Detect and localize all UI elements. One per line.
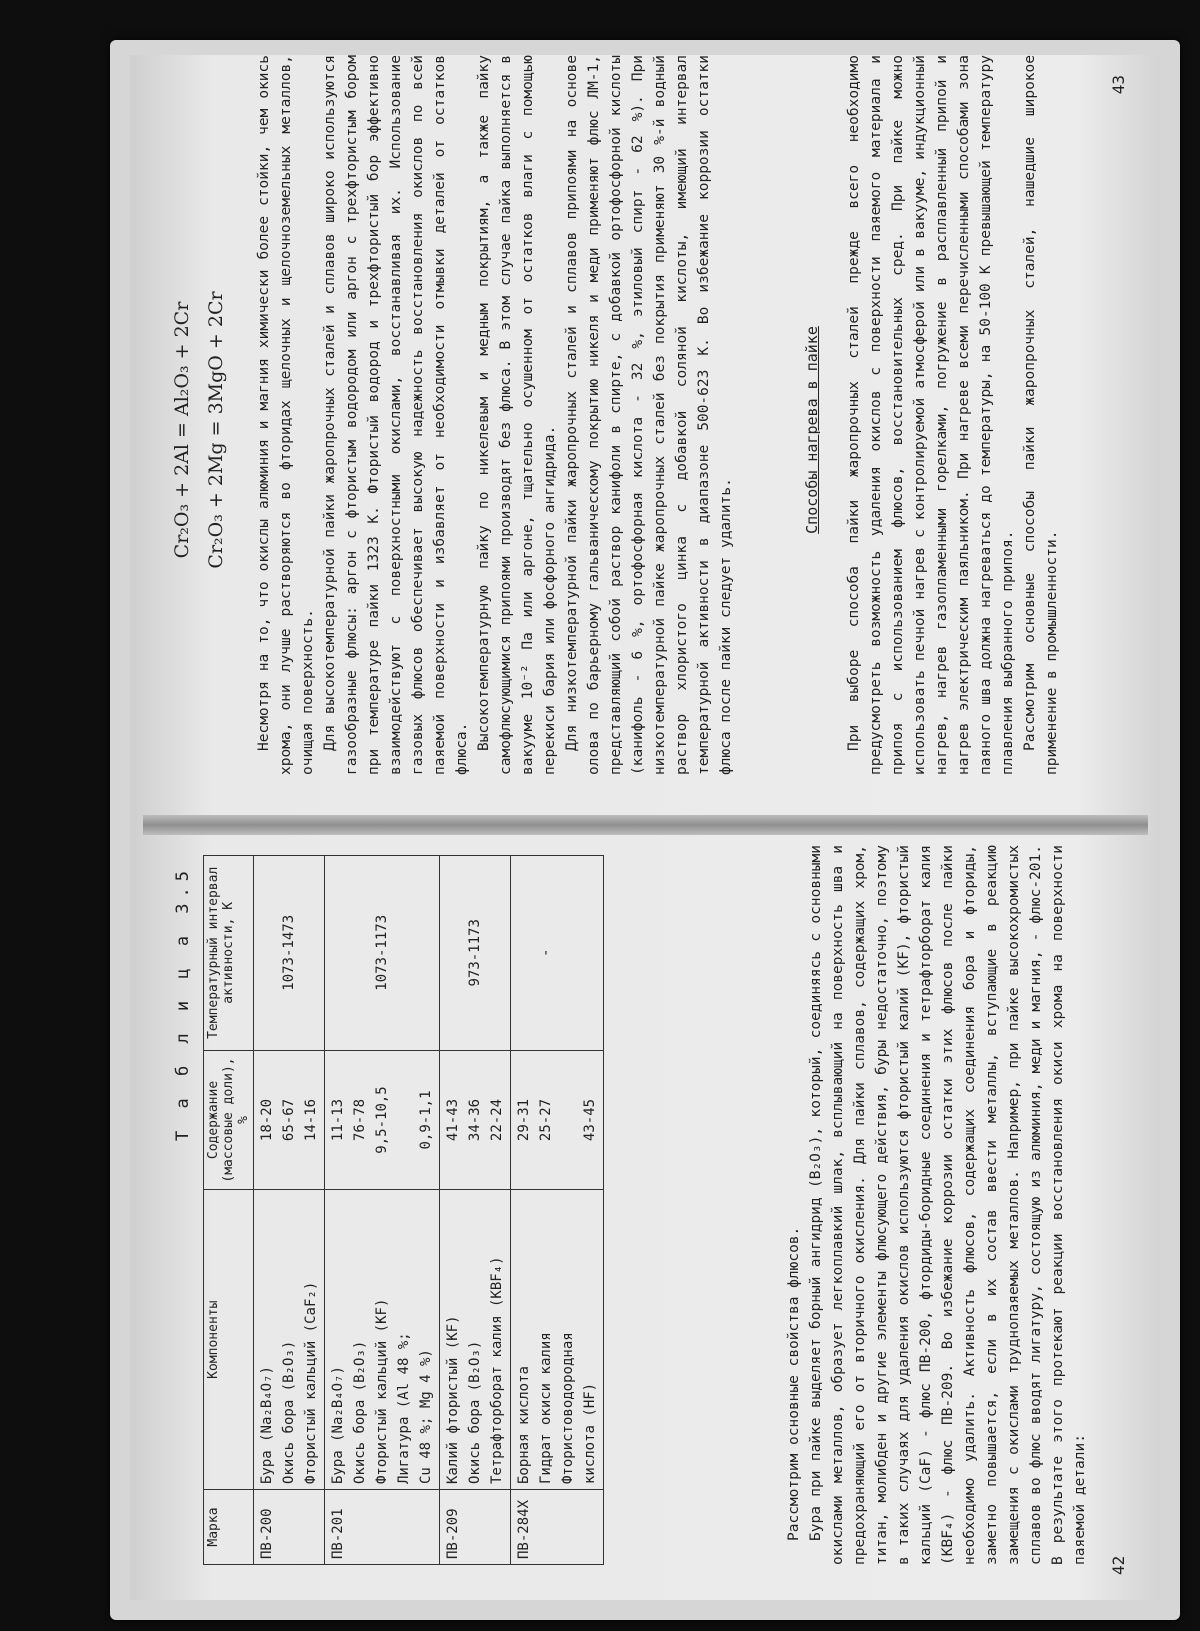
component-line: Борная кислота: [516, 1366, 532, 1485]
content-value: 76-78: [352, 1098, 368, 1142]
cell-brand: ПВ-209: [440, 1490, 511, 1565]
cell-components: [325, 1190, 440, 1490]
content-value: 34-36: [467, 1098, 483, 1142]
content-value: 9,5-10,5: [374, 1086, 390, 1154]
content-value: 11-13: [330, 1098, 346, 1142]
page-number: 43: [1109, 75, 1128, 95]
right-page-body: [253, 55, 737, 775]
page-number: 42: [1109, 1555, 1128, 1575]
component-line: Фтористый кальций (KF): [374, 1298, 390, 1485]
cell-content: [254, 1050, 325, 1190]
table-header-row: [204, 856, 254, 1565]
cell-brand: ПВ-200: [254, 1490, 325, 1565]
paragraph: Для низкотемпературной пайки жаропрочных сталей и сплавов припоями на основе олова по барьерному гальваническому покрытию никеля и меди применяют флюс ЛМ-1, представляющий собой раствор канифоли в спирте, с добавкой ортофосфорной кислоты (канифоль - 6 %, ортофосфорная кислота - 32 %, этиловый спирт - 62 %). При низкотемпературной пайке жаропрочных сталей без покрытия применяют 30 %-й водный раствор хлористого цинка с добавкой соляной кислоты, имеющий интервал температурной активности в диапазоне 500-623 К. Во избежание коррозии остатки флюса после пайки следует удалить.: [564, 55, 734, 775]
table-caption: Т а б л и ц а 3.5: [173, 865, 193, 1141]
book-gutter: [143, 815, 1148, 835]
temperature-value: 973-1173: [467, 919, 483, 987]
cell-components: [440, 1190, 511, 1490]
content-value: 22-24: [489, 1098, 505, 1142]
temperature-value: 1073-1473: [281, 914, 297, 991]
right-page: [143, 45, 1148, 815]
rotated-content: [143, 45, 1148, 1605]
cell-temperature: [511, 856, 604, 1051]
cell-brand: ПВ-201: [325, 1490, 440, 1565]
right-page-body-2: [843, 55, 1063, 775]
flux-table: [203, 855, 604, 1565]
component-line: Cu 48 %; Mg 4 %): [418, 1349, 434, 1485]
content-value: [393, 1056, 415, 1185]
left-page-body: [783, 845, 1091, 1565]
cell-temperature: [440, 856, 511, 1051]
cell-components: [511, 1190, 604, 1490]
table-row: [254, 856, 325, 1565]
paragraph: Рассмотрим основные свойства флюсов.: [786, 1226, 802, 1541]
paragraph: Рассмотрим основные способы пайки жаропрочных сталей, нашедшие широкое применение в промышленности.: [1022, 55, 1060, 775]
table-row: [440, 856, 511, 1565]
book-spread: [130, 55, 1160, 1600]
content-value: 0,9-1,1: [418, 1090, 434, 1150]
content-value: 41-43: [445, 1098, 461, 1142]
component-line: Лигатура (Al 48 %;: [396, 1332, 412, 1485]
table-row: [511, 856, 604, 1565]
cell-content: [325, 1050, 440, 1190]
header-content: Содержание (массовые доли), %: [204, 1050, 254, 1190]
formula: Cr₂O₃ + 2Al = Al₂O₃ + 2Cr: [171, 301, 193, 559]
cell-content: [440, 1050, 511, 1190]
component-line: Бура (Na₂B₄O₇): [330, 1366, 346, 1485]
content-value: 14-16: [303, 1098, 319, 1142]
component-line: Гидрат окиси калия: [538, 1332, 554, 1485]
temperature-value: -: [538, 948, 554, 958]
cell-temperature: [254, 856, 325, 1051]
formula: Cr₂O₃ + 2Mg = 3MgO + 2Cr: [205, 291, 227, 569]
table-row: [325, 856, 440, 1565]
component-line: Тетрафторборат калия (KBF₄): [489, 1256, 505, 1485]
component-line: Окись бора (B₂O₃): [281, 1340, 297, 1485]
component-line: кислота (HF): [582, 1382, 598, 1485]
content-value: 65-67: [281, 1098, 297, 1142]
cell-components: [254, 1190, 325, 1490]
component-line: Фтористоводородная: [560, 1332, 576, 1485]
temperature-value: 1073-1173: [374, 914, 390, 991]
left-page: [143, 835, 1148, 1605]
header-brand: Марка: [204, 1490, 254, 1565]
component-line: Калий фтористый (KF): [445, 1315, 461, 1485]
content-value: 25-27: [538, 1098, 554, 1142]
section-title: Способы нагрева в пайке: [803, 326, 821, 534]
cell-content: [511, 1050, 604, 1190]
paragraph: Для высокотемпературной пайки жаропрочных сталей и сплавов широко используются газообразные флюсы: аргон с фтористым водородом или аргон с трехфтористым бором при температуре пайки 1323 К. Фтористый водород и трехфтористый бор эффективно взаимодействуют с поверхностными окислами, восстанавливая их. Использование газовых флюсов обеспечивает высокую надежность восстановления окислов по всей паяемой поверхности и избавляет от необходимости отмывки деталей от остатков флюса.: [322, 55, 470, 775]
content-value: 43-45: [582, 1098, 598, 1142]
content-value: [557, 1056, 579, 1185]
paragraph: Высокотемпературную пайку по никелевым и медным покрытиям, а также пайку самофлюсующимися припоями производят без флюса. В этом случае пайка выполняется в вакууме 10⁻² Па или аргоне, тщательно осушенном от остатков влаги с помощью перекиси бария или фосфорного ангидрида.: [476, 55, 558, 775]
header-components: Компоненты: [204, 1190, 254, 1490]
cell-brand: ПВ-284Х: [511, 1490, 604, 1565]
cell-temperature: [325, 856, 440, 1051]
paragraph: При выборе способа пайки жаропрочных сталей прежде всего необходимо предусмотреть возможность удаления окислов с поверхности паяемого материала и припоя с использованием флюсов, восстановительных сред. При пайке можно использовать печной нагрев с контролируемой атмосферой или в вакууме, индукционный нагрев, нагрев газопламенными горелками, погружение в расплавленный припой и нагрев электрическим паяльником. При нагреве всеми перечисленными способами зона паяного шва должна нагреваться до температуры, на 50-100 К превышающей температуру плавления выбранного припоя.: [846, 55, 1016, 775]
content-value: 18-20: [259, 1098, 275, 1142]
paragraph: Несмотря на то, что окислы алюминия и магния химически более стойки, чем окись хрома, они лучше растворяются во фторидах щелочных и щелочноземельных металлов, очищая поверхность.: [256, 55, 316, 775]
content-value: 29-31: [516, 1098, 532, 1142]
component-line: Фтористый кальций (CaF₂): [303, 1281, 319, 1485]
component-line: Окись бора (B₂O₃): [352, 1340, 368, 1485]
paragraph: Бура при пайке выделяет борный ангидрид (B₂O₃), который, соединяясь с основными окислами металлов, образует легкоплавкий шлак, всплывающий на поверхность шва и предохраняющий его от вторичного окисления. Для пайки сплавов, содержащих хром, титан, молибден и другие элементы флюсующего действия, буры недостаточно, поэтому в таких случаях для удаления окислов используются фтористый калий (KF), фтористый кальций (CaF) - флюс ПВ-200, фтордиды-боридные соединения и тетрафторборат калия (KBF₄) - флюс ПВ-209. Во избежание коррозии остатки этих флюсов после пайки необходимо удалить. Активность флюсов, содержащих соединения бора и фториды, заметно повышается, если в их состав ввести металлы, вступающие в реакцию замещения с окислами труднопаяемых металлов. Например, при пайке высокохромистых сплавов во флюс вводят лигатуру, состоящую из алюминия, меди и магния, - флюс-201. В результате этого протекают реакции восстановления окиси хрома на поверхности паяемой детали:: [808, 845, 1088, 1565]
component-line: Окись бора (B₂O₃): [467, 1340, 483, 1485]
component-line: Бура (Na₂B₄O₇): [259, 1366, 275, 1485]
header-temperature: Температурный интервал активности, К: [204, 856, 254, 1051]
